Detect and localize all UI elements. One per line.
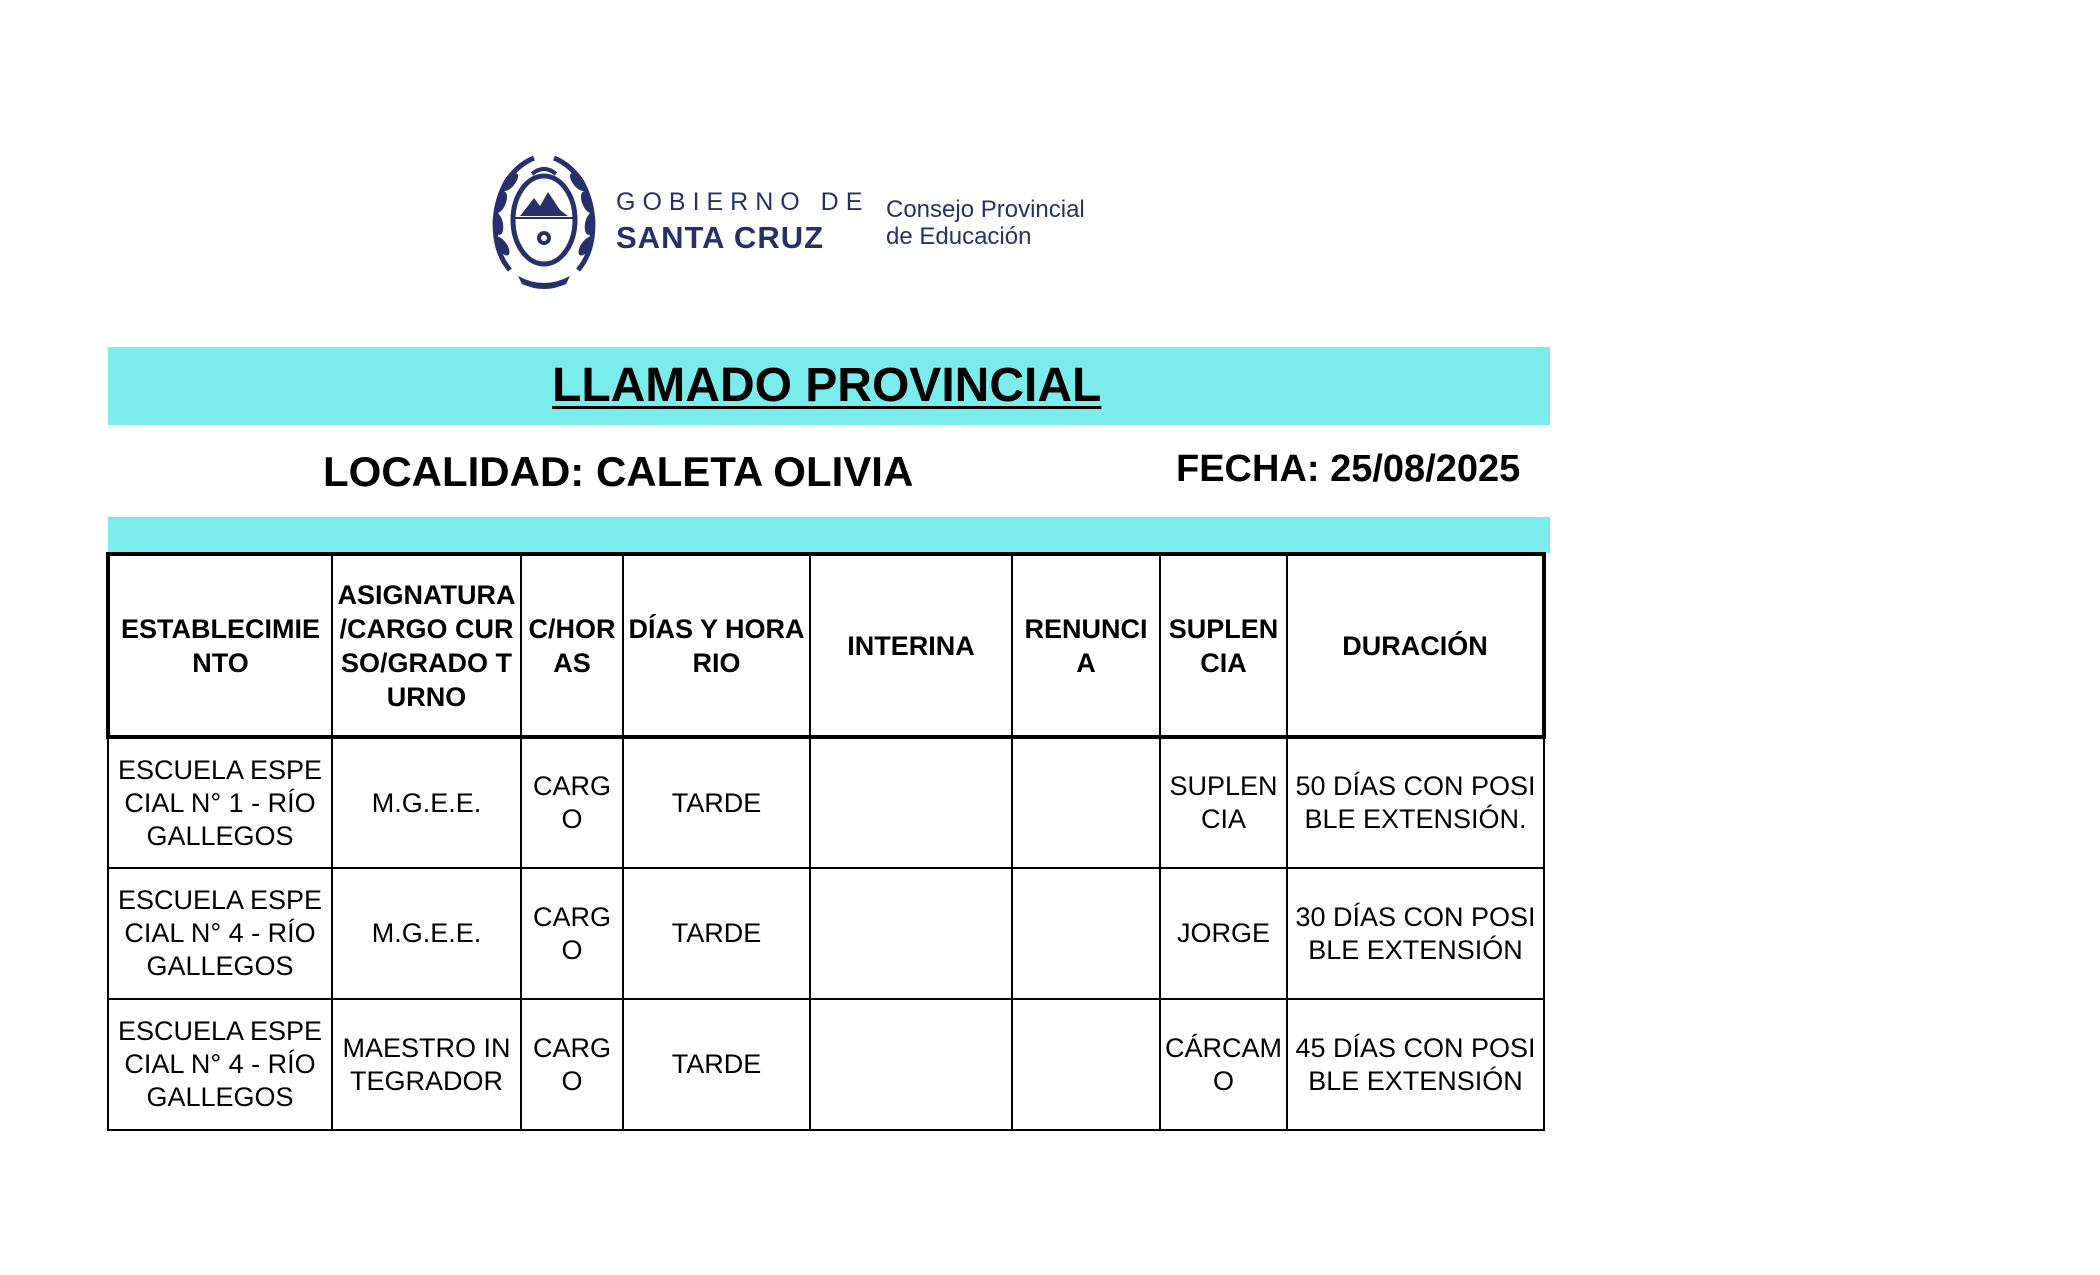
- cell-resignation: [1012, 999, 1160, 1130]
- cell-resignation: [1012, 868, 1160, 999]
- council-line-1: Consejo Provincial: [886, 196, 1085, 223]
- cell-duration: 30 DÍAS CON POSIBLE EXTENSIÓN: [1287, 868, 1544, 999]
- cell-substitution: JORGE: [1160, 868, 1287, 999]
- calls-table: [106, 552, 1546, 1131]
- header-resignation: RENUNCIA: [1012, 554, 1160, 737]
- header-hours: C/HORAS: [521, 554, 623, 737]
- government-line-1: GOBIERNO DE: [616, 188, 870, 216]
- separator-band: [108, 517, 1550, 553]
- cell-schedule: TARDE: [623, 868, 810, 999]
- cell-schedule: TARDE: [623, 737, 810, 868]
- cell-hours: CARGO: [521, 737, 623, 868]
- cell-duration: 45 DÍAS CON POSIBLE EXTENSIÓN: [1287, 999, 1544, 1130]
- cell-hours: CARGO: [521, 999, 623, 1130]
- header-subject: ASIGNATURA /CARGO CURSO/GRADO TURNO: [332, 554, 521, 737]
- government-line-2: SANTA CRUZ: [616, 220, 825, 255]
- cell-duration: 50 DÍAS CON POSIBLE EXTENSIÓN.: [1287, 737, 1544, 868]
- table-row: [108, 737, 1544, 868]
- cell-subject: M.G.E.E.: [332, 737, 521, 868]
- cell-substitution: SUPLENCIA: [1160, 737, 1287, 868]
- cell-establishment: ESCUELA ESPECIAL N° 1 - RÍO GALLEGOS: [108, 737, 332, 868]
- header-establishment: ESTABLECIMIENTO: [108, 554, 332, 737]
- council-name: [886, 196, 1085, 250]
- cell-schedule: TARDE: [623, 999, 810, 1130]
- cell-establishment: ESCUELA ESPECIAL N° 4 - RÍO GALLEGOS: [108, 868, 332, 999]
- cell-substitution: CÁRCAMO: [1160, 999, 1287, 1130]
- cell-hours: CARGO: [521, 868, 623, 999]
- locality-label: LOCALIDAD: CALETA OLIVIA: [323, 448, 914, 495]
- header-schedule: DÍAS Y HORARIO: [623, 554, 810, 737]
- cell-establishment: ESCUELA ESPECIAL N° 4 - RÍO GALLEGOS: [108, 999, 332, 1130]
- header-substitution: SUPLENCIA: [1160, 554, 1287, 737]
- table-row: [108, 868, 1544, 999]
- table-header-row: [108, 554, 1544, 737]
- santa-cruz-crest-icon: [488, 152, 600, 292]
- header-interim: INTERINA: [810, 554, 1012, 737]
- cell-subject: M.G.E.E.: [332, 868, 521, 999]
- cell-interim: [810, 999, 1012, 1130]
- cell-interim: [810, 868, 1012, 999]
- government-name: [616, 190, 869, 253]
- council-line-2: de Educación: [886, 223, 1032, 250]
- date-label: FECHA: 25/08/2025: [1176, 448, 1521, 490]
- header-duration: DURACIÓN: [1287, 554, 1544, 737]
- page-title: LLAMADO PROVINCIAL: [552, 359, 1102, 412]
- header-logo: [488, 152, 1128, 292]
- table-row: [108, 999, 1544, 1130]
- cell-resignation: [1012, 737, 1160, 868]
- cell-subject: MAESTRO INTEGRADOR: [332, 999, 521, 1130]
- cell-interim: [810, 737, 1012, 868]
